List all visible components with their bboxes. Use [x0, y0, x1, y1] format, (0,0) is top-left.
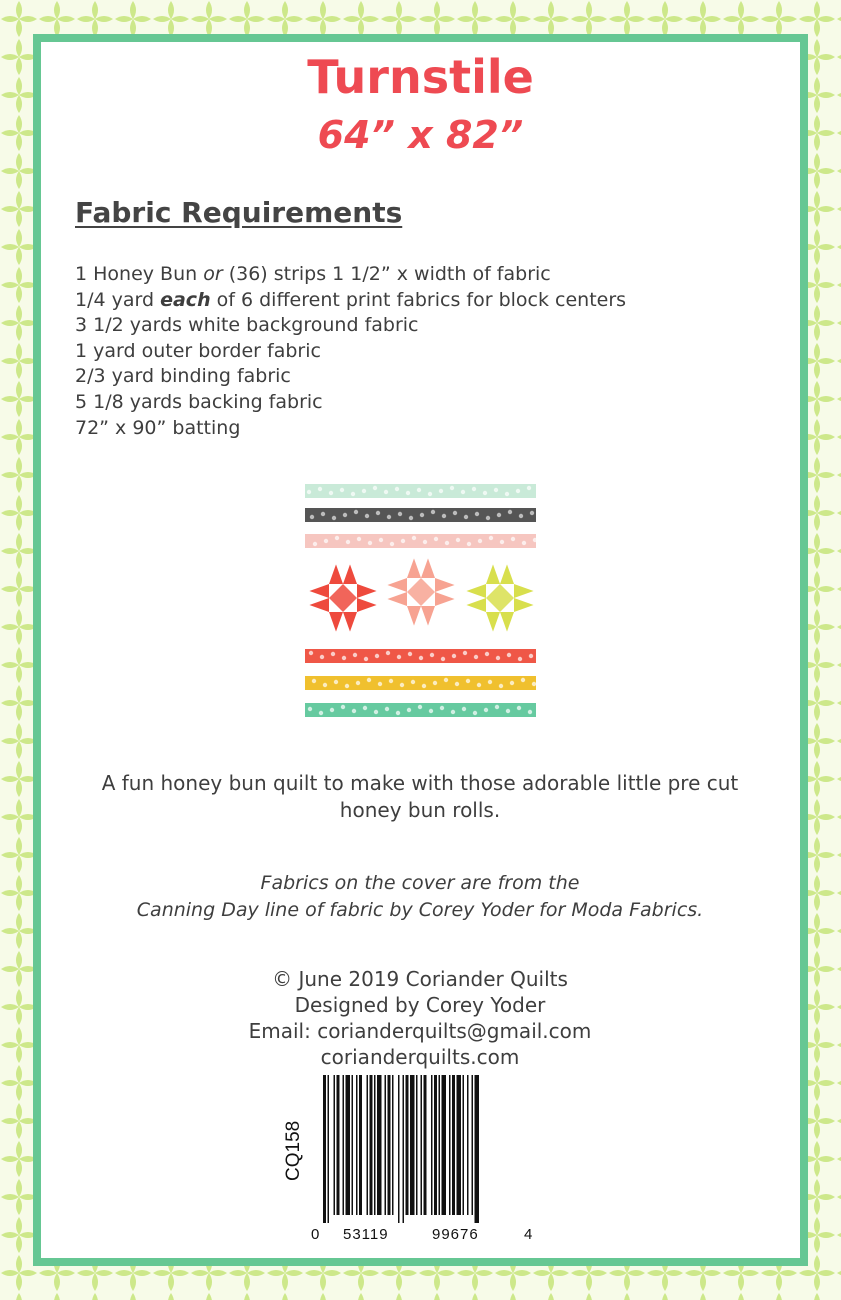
fabric-print-dot	[340, 488, 344, 492]
fabric-print-dot	[379, 538, 383, 542]
fabric-print-dot	[401, 539, 405, 543]
fabric-print-dot	[475, 512, 479, 516]
fabric-print-dot	[484, 708, 488, 712]
fabric-print-dot	[331, 652, 335, 656]
barcode-bar	[442, 1075, 447, 1215]
fabric-print-dot	[472, 487, 476, 491]
fabric-print-dot	[434, 537, 438, 541]
barcode-bar	[388, 1075, 391, 1215]
fabric-print-dot	[387, 515, 391, 519]
fabric-print-dot	[506, 709, 510, 713]
fabric-print-dot	[409, 516, 413, 520]
fabric-print-dot	[422, 684, 426, 688]
requirement-item: 2/3 yard binding fabric	[75, 365, 291, 388]
pattern-title: Turnstile	[307, 50, 534, 104]
fabric-print-dot	[389, 679, 393, 683]
fabric-print-dot	[519, 514, 523, 518]
fabric-print-dot	[499, 684, 503, 688]
fabric-print-dot	[518, 657, 522, 661]
fabric-print-dot	[477, 683, 481, 687]
barcode-bar	[356, 1075, 358, 1215]
fabric-print-dot	[483, 491, 487, 495]
fabric-print-dot	[396, 711, 400, 715]
barcode-bar	[367, 1075, 369, 1215]
description-line: A fun honey bun quilt to make with those adorable little pre cut	[101, 771, 739, 795]
fabric-print-dot	[352, 709, 356, 713]
fabric-print-dot	[378, 682, 382, 686]
fabric-print-dot	[431, 510, 435, 514]
fabric-print-dot	[321, 512, 325, 516]
requirement-item: 72” x 90” batting	[75, 416, 241, 439]
barcode-bar	[398, 1075, 400, 1223]
barcode-bar	[463, 1075, 465, 1215]
barcode	[323, 1075, 523, 1223]
fabric-requirements-list	[75, 262, 626, 441]
fabric-print-dot	[488, 680, 492, 684]
fabric-print-dot	[373, 486, 377, 490]
fabric-print-dot	[461, 490, 465, 494]
barcode-bar	[434, 1075, 437, 1215]
barcode-bar	[449, 1075, 451, 1215]
barcode-digit-first: 0	[311, 1226, 321, 1243]
fabric-print-dot	[390, 542, 394, 546]
fabric-print-dot	[307, 490, 311, 494]
requirement-item: 1 Honey Bun or (36) strips 1 1/2” x width of fabric	[75, 263, 551, 285]
barcode-bar	[424, 1075, 427, 1215]
fabric-print-dot	[324, 539, 328, 543]
fabric-requirements-heading: Fabric Requirements	[75, 196, 403, 229]
barcode-bar	[377, 1075, 382, 1215]
fabric-print-dot	[386, 651, 390, 655]
fabric-print-dot	[318, 487, 322, 491]
barcode-bar	[370, 1075, 373, 1215]
quilt-size: 64” x 82”	[317, 113, 524, 157]
fabric-print-dot	[452, 654, 456, 658]
barcode-bar	[472, 1075, 474, 1215]
fabric-print-dot	[532, 682, 536, 686]
fabric-print-dot	[429, 709, 433, 713]
fabric-print-dot	[319, 711, 323, 715]
fabric-print-dot	[511, 537, 515, 541]
fabric-print-dot	[495, 705, 499, 709]
credit-line: Canning Day line of fabric by Corey Yoder for Moda Fabrics.	[136, 899, 704, 921]
fabric-print-dot	[320, 655, 324, 659]
fabric-print-dot	[445, 541, 449, 545]
fabric-print-dot	[407, 708, 411, 712]
fabric-print-dot	[368, 541, 372, 545]
fabric-print-dot	[418, 705, 422, 709]
fabric-print-dot	[530, 511, 534, 515]
fabric-print-dot	[408, 652, 412, 656]
requirement-item: 3 1/2 yards white background fabric	[75, 314, 419, 337]
fabric-print-dot	[496, 656, 500, 660]
designer-credit: Designed by Corey Yoder	[294, 993, 546, 1017]
barcode-bar	[439, 1075, 441, 1215]
fabric-print-dot	[462, 707, 466, 711]
fabric-print-dot	[428, 492, 432, 496]
requirement-item: 5 1/8 yards backing fabric	[75, 390, 323, 413]
fabric-print-dot	[478, 539, 482, 543]
barcode-bar	[328, 1075, 330, 1223]
fabric-print-dot	[364, 657, 368, 661]
barcode-bar	[406, 1075, 409, 1215]
fabric-print-dot	[473, 711, 477, 715]
fabric-print-dot	[335, 536, 339, 540]
fabric-print-dot	[464, 515, 468, 519]
fabric-print-dot	[309, 651, 313, 655]
fabric-print-dot	[323, 683, 327, 687]
fabric-print-dot	[450, 486, 454, 490]
barcode-digits-right: 99676	[432, 1226, 479, 1243]
fabric-print-dot	[507, 653, 511, 657]
barcode-bar	[359, 1075, 362, 1215]
fabric-print-dot	[433, 681, 437, 685]
fabric-print-dot	[343, 513, 347, 517]
copyright: © June 2019 Coriander Quilts	[272, 967, 568, 991]
barcode-bar	[323, 1075, 326, 1223]
fabric-credit	[60, 870, 780, 924]
fabric-print-dot	[334, 680, 338, 684]
fabric-print-dot	[330, 708, 334, 712]
quilt-preview-illustration	[305, 484, 536, 718]
fabric-print-dot	[508, 510, 512, 514]
fabric-print-dot	[308, 707, 312, 711]
fabric-print-dot	[376, 511, 380, 515]
fabric-print-dot	[505, 492, 509, 496]
fabric-print-dot	[516, 489, 520, 493]
barcode-bar	[352, 1075, 354, 1215]
contact-info	[60, 966, 780, 1070]
credit-line: Fabrics on the cover are from the	[260, 872, 580, 894]
barcode-bar	[392, 1075, 394, 1215]
fabric-print-dot	[375, 654, 379, 658]
fabric-print-dot	[485, 652, 489, 656]
fabric-print-dot	[474, 655, 478, 659]
fabric-print-dot	[494, 488, 498, 492]
barcode-bar	[343, 1075, 345, 1215]
fabric-print-dot	[345, 684, 349, 688]
fabric-print-dot	[384, 490, 388, 494]
fabric-print-dot	[467, 542, 471, 546]
fabric-print-dot	[395, 487, 399, 491]
barcode-bar	[416, 1075, 418, 1215]
fabric-print-dot	[356, 681, 360, 685]
barcode-bar	[374, 1075, 376, 1215]
fabric-print-dot	[353, 653, 357, 657]
fabric-print-dot	[385, 707, 389, 711]
fabric-print-dot	[357, 537, 361, 541]
fabric-print-dot	[411, 680, 415, 684]
fabric-print-dot	[521, 678, 525, 682]
pattern-description	[60, 770, 780, 824]
fabric-print-dot	[310, 515, 314, 519]
product-sku: CQ158	[283, 1120, 304, 1181]
fabric-print-dot	[497, 513, 501, 517]
barcode-bar	[475, 1075, 480, 1223]
barcode-bar	[410, 1075, 415, 1215]
requirement-item: 1/4 yard each of 6 different print fabrics for block centers	[75, 288, 627, 311]
fabric-print-dot	[419, 656, 423, 660]
fabric-print-dot	[510, 681, 514, 685]
fabric-print-dot	[522, 541, 526, 545]
fabric-print-dot	[417, 488, 421, 492]
barcode-bar	[346, 1075, 351, 1215]
requirement-item: 1 yard outer border fabric	[75, 339, 321, 362]
fabric-print-dot	[500, 540, 504, 544]
barcode-bar	[403, 1075, 405, 1223]
fabric-print-dot	[529, 654, 533, 658]
fabric-print-dot	[374, 710, 378, 714]
fabric-print-dot	[406, 491, 410, 495]
fabric-print-dot	[362, 489, 366, 493]
fabric-print-dot	[528, 710, 532, 714]
fabric-print-dot	[312, 679, 316, 683]
fabric-print-dot	[397, 655, 401, 659]
website-link: corianderquilts.com	[320, 1045, 520, 1069]
barcode-bar	[457, 1075, 462, 1215]
fabric-print-dot	[463, 651, 467, 655]
fabric-print-dot	[455, 682, 459, 686]
barcode-bar	[431, 1075, 433, 1215]
fabric-print-dot	[441, 657, 445, 661]
email-address: Email: corianderquilts@gmail.com	[248, 1019, 592, 1043]
fabric-print-dot	[367, 678, 371, 682]
barcode-bar	[337, 1075, 340, 1215]
fabric-print-dot	[430, 653, 434, 657]
fabric-print-dot	[517, 706, 521, 710]
fabric-print-dot	[439, 489, 443, 493]
fabric-print-dot	[398, 512, 402, 516]
barcode-bar	[421, 1075, 423, 1215]
fabric-print-dot	[313, 542, 317, 546]
fabric-print-dot	[400, 683, 404, 687]
barcode-bar	[334, 1075, 336, 1215]
fabric-print-dot	[486, 516, 490, 520]
fabric-print-dot	[346, 540, 350, 544]
barcode-bar	[467, 1075, 469, 1215]
barcode-bar	[452, 1075, 455, 1215]
fabric-print-dot	[489, 536, 493, 540]
fabric-print-dot	[365, 514, 369, 518]
fabric-print-dot	[442, 514, 446, 518]
fabric-print-dot	[351, 492, 355, 496]
description-line: honey bun rolls.	[339, 798, 501, 822]
fabric-print-dot	[527, 486, 531, 490]
barcode-digits-left: 53119	[343, 1226, 389, 1243]
barcode-digit-last: 4	[524, 1226, 534, 1243]
fabric-print-dot	[451, 710, 455, 714]
fabric-print-dot	[412, 536, 416, 540]
fabric-print-dot	[341, 705, 345, 709]
fabric-print-dot	[342, 656, 346, 660]
fabric-print-dot	[456, 538, 460, 542]
fabric-print-dot	[466, 679, 470, 683]
fabric-print-dot	[329, 491, 333, 495]
fabric-print-dot	[423, 540, 427, 544]
fabric-print-dot	[420, 513, 424, 517]
fabric-print-dot	[444, 678, 448, 682]
fabric-print-dot	[332, 516, 336, 520]
fabric-print-dot	[453, 511, 457, 515]
fabric-print-dot	[440, 706, 444, 710]
barcode-bar	[385, 1075, 387, 1215]
fabric-print-dot	[354, 510, 358, 514]
fabric-print-dot	[363, 706, 367, 710]
